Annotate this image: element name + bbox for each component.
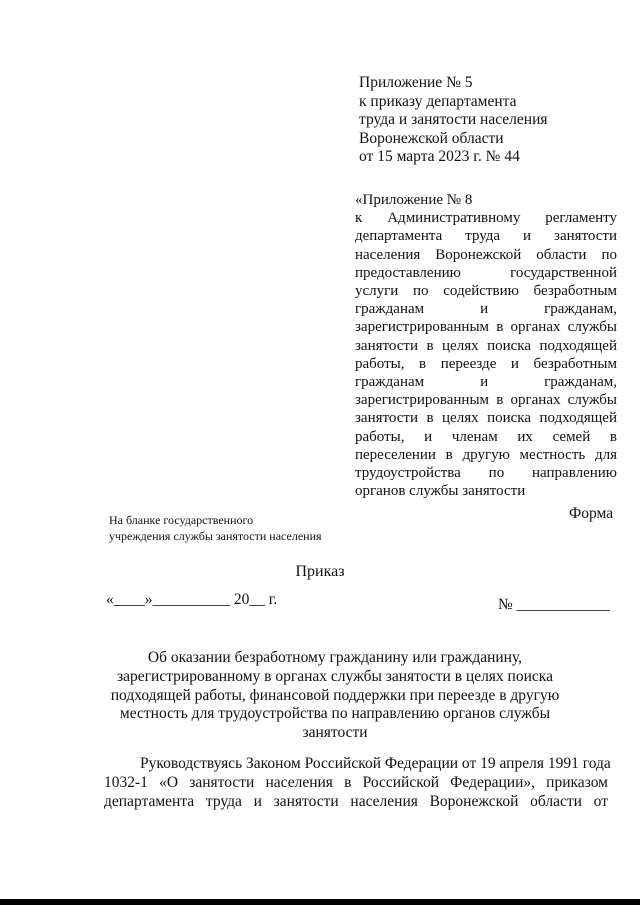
- order-body-line: департамента труда и занятости населения Воронежской области от: [104, 792, 608, 810]
- regulation-appendix-line: «Приложение № 8: [355, 192, 473, 208]
- order-body-line: 1032-1 «О занятости населения в Российской Федерации», приказом: [104, 773, 608, 791]
- regulation-appendix-line: гражданам и гражданам,: [355, 301, 617, 318]
- date-field: «____»__________ 20__ г.: [106, 591, 278, 608]
- appendix-header-line: к приказу департамента: [359, 92, 517, 110]
- regulation-appendix-line: работы, и членам их семей в: [355, 428, 617, 445]
- regulation-appendix-line: зарегистрированным в органах службы: [355, 319, 617, 336]
- number-field: № ____________: [498, 596, 610, 613]
- regulation-appendix-line: органов службы занятости: [355, 483, 526, 500]
- regulation-appendix-line: услуги по содействию безработным: [355, 283, 617, 300]
- regulation-appendix-line: департамента труда и занятости: [355, 228, 617, 245]
- regulation-appendix-line: занятости в целях поиска подходящей: [355, 410, 617, 427]
- letterhead-note: [109, 512, 322, 544]
- order-subject: [100, 649, 570, 743]
- regulation-appendix-line: работы, в переезде и безработным: [355, 355, 617, 372]
- order-subject-line: зарегистрированному в органах службы занятости в целях поиска: [117, 667, 553, 685]
- order-body: [104, 755, 611, 811]
- appendix-header-line: Приложение № 5: [359, 74, 473, 91]
- regulation-appendix-line: населения Воронежской области по: [355, 246, 617, 263]
- scan-edge-bar: [0, 899, 640, 905]
- regulation-appendix-line: предоставлению государственной: [355, 264, 617, 281]
- appendix-header: [359, 74, 548, 167]
- regulation-appendix-line: трудоустройства по направлению: [355, 465, 617, 482]
- regulation-appendix-line: занятости в целях поиска подходящей: [355, 337, 617, 354]
- letterhead-note-line: На бланке государственного: [109, 513, 254, 527]
- regulation-appendix-line: зарегистрированным в органах службы: [355, 392, 617, 409]
- order-subject-line: Об оказании безработному гражданину или гражданину,: [147, 649, 523, 666]
- appendix-header-line: Воронежской области: [359, 129, 504, 147]
- regulation-appendix-line: к Административному регламенту: [355, 210, 617, 227]
- form-label: Форма: [569, 505, 614, 522]
- order-body-line: Руководствуясь Законом Российской Федерации от 19 апреля 1991 года: [140, 755, 611, 772]
- regulation-appendix: [355, 191, 617, 500]
- letterhead-note-line: учреждения службы занятости населения: [109, 529, 322, 543]
- regulation-appendix-line: переселении в другую местность для: [355, 446, 617, 463]
- appendix-header-line: от 15 марта 2023 г. № 44: [359, 148, 520, 165]
- appendix-header-line: труда и занятости населения: [359, 111, 548, 128]
- order-subject-line: подходящей работы, финансовой поддержки при переезде в другую: [110, 686, 560, 704]
- order-subject-line: местность для трудоустройства по направлению органов службы занятости: [119, 705, 551, 742]
- regulation-appendix-line: гражданам и гражданам,: [355, 374, 617, 391]
- order-title: Приказ: [295, 563, 345, 580]
